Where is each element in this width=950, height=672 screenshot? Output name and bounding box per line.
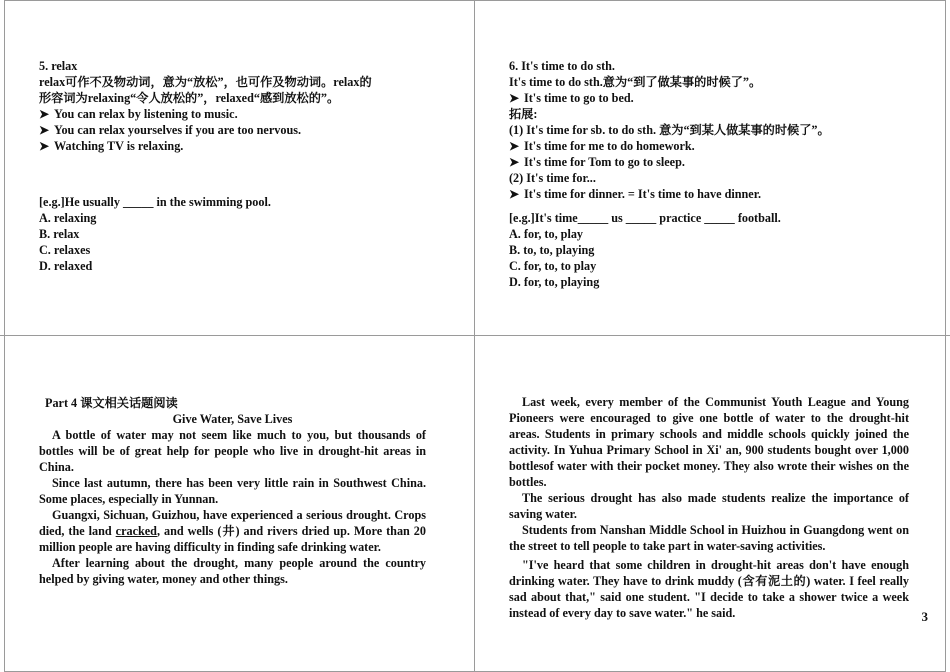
option: B. relax — [39, 227, 80, 241]
explanation-line: 形容词为relaxing“令人放松的”，relaxed“感到放松的”。 — [39, 91, 340, 105]
arrow-bullet-icon: ➤ — [39, 139, 50, 153]
arrow-bullet-icon: ➤ — [39, 123, 50, 137]
option: A. for, to, play — [509, 227, 584, 241]
arrow-bullet-icon: ➤ — [509, 91, 520, 105]
paragraph: After learning about the drought, many people around the country helped by giving water, money and other things. — [39, 556, 426, 586]
paragraph: Since last autumn, there has been very little rain in Southwest China. Some places, especially in Yunnan. — [39, 476, 426, 506]
example-item: ➤ You can relax by listening to music. — [39, 107, 238, 121]
option: C. relaxes — [39, 243, 91, 257]
option: D. for, to, playing — [509, 275, 600, 289]
underlined-word: cracked — [115, 524, 157, 538]
page-number: 3 — [921, 609, 928, 624]
panel-relax — [39, 58, 429, 274]
example-item: ➤ It's time for dinner. = It's time to have dinner. — [509, 187, 762, 201]
arrow-bullet-icon: ➤ — [39, 107, 50, 121]
sub-point: (2) It's time for... — [509, 171, 596, 185]
paragraph: Guangxi, Sichuan, Guizhou, have experienced a serious drought. Crops died, the land cracked, and wells (井) and rivers dried up. More than 20 million people are having difficulty in finding safe drinking water. — [39, 508, 426, 554]
article-title: Give Water, Save Lives — [172, 412, 293, 426]
horizontal-divider — [0, 335, 950, 336]
paragraph: "I've heard that some children in drought-hit areas don't have enough drinking water. They have to drink muddy (含有泥土的) water. I feel really sad about that," said one student. "I decide to take a shower twice a week instead of every day to save water." he said. — [509, 558, 909, 620]
explanation-line: relax可作不及物动词，意为“放松”，也可作及物动词。relax的 — [39, 75, 372, 89]
option: A. relaxing — [39, 211, 97, 225]
extension-label: 拓展: — [509, 107, 538, 121]
arrow-bullet-icon: ➤ — [509, 155, 520, 169]
panel-its-time — [509, 58, 929, 290]
sub-point: (1) It's time for sb. to do sth. 意为“到某人做某事的时候了”。 — [509, 123, 830, 137]
example-item: ➤ It's time for Tom to go to sleep. — [509, 155, 685, 169]
panel-reading-part2 — [509, 394, 909, 621]
question: [e.g.]He usually _____ in the swimming pool. — [39, 195, 271, 209]
arrow-bullet-icon: ➤ — [509, 139, 520, 153]
paragraph: A bottle of water may not seem like much to you, but thousands of bottles will be of great help for people who live in drought-hit areas in China. — [39, 428, 426, 474]
explanation-line: It's time to do sth.意为“到了做某事的时候了”。 — [509, 75, 762, 89]
example-item: ➤ Watching TV is relaxing. — [39, 139, 184, 153]
example-item: ➤ You can relax yourselves if you are too nervous. — [39, 123, 302, 137]
option: C. for, to, to play — [509, 259, 597, 273]
paragraph: Last week, every member of the Communist Youth League and Young Pioneers were encouraged to give one bottle of water to the drought-hit areas. Students in primary schools and middle schools quickly joined the activity. In Yuhua Primary School in Xi' an, 900 students bought over 1,000 bottlesof water with their pocket money. They also wrote their wishes on the bottles. — [509, 395, 909, 489]
section-title: 5. relax — [39, 59, 78, 73]
arrow-bullet-icon: ➤ — [509, 187, 520, 201]
paragraph: Students from Nanshan Middle School in Huizhou in Guangdong went on the street to tell people to take part in water-saving activities. — [509, 523, 909, 553]
part-heading: Part 4 课文相关话题阅读 — [45, 396, 178, 410]
section-title: 6. It's time to do sth. — [509, 59, 615, 73]
example-item: ➤ It's time to go to bed. — [509, 91, 634, 105]
panel-reading-part1 — [39, 395, 426, 587]
example-item: ➤ It's time for me to do homework. — [509, 139, 695, 153]
question: [e.g.]It's time_____ us _____ practice _____ football. — [509, 211, 781, 225]
paragraph: The serious drought has also made students realize the importance of saving water. — [509, 491, 909, 521]
vertical-divider — [474, 0, 475, 672]
option: D. relaxed — [39, 259, 93, 273]
option: B. to, to, playing — [509, 243, 595, 257]
